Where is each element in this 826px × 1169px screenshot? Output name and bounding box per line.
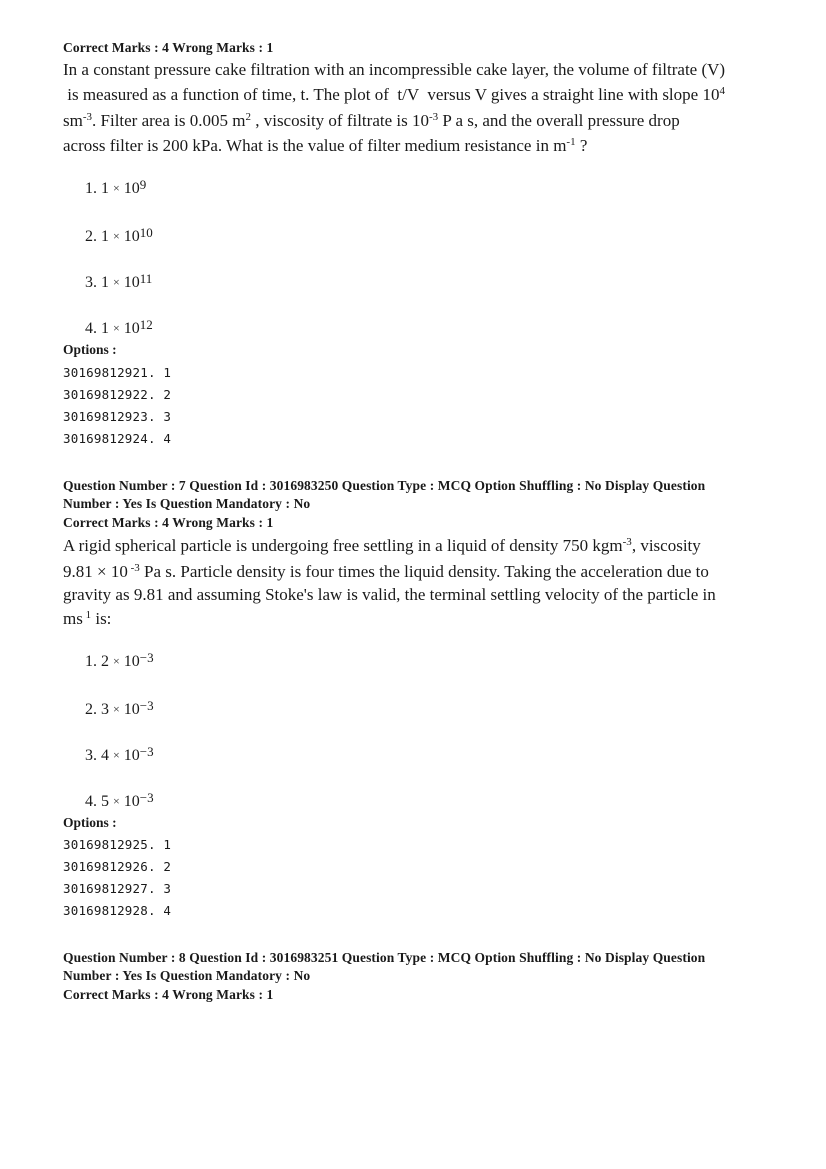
q6-text-line-1: In a constant pressure cake filtration with an incompressible cake layer, the volume of filtrate (V) (63, 60, 726, 79)
q7-option-2: 30169812926. 2 (63, 859, 172, 874)
q6-text-line-4: across filter is 200 kPa. What is the value of filter medium resistance in $m^{-1}$ ? (63, 136, 588, 155)
q6-option-4: 30169812924. 4 (63, 431, 172, 446)
q6-choice-1: 1. $1 \times 10^9$ (85, 177, 147, 197)
q6-option-1: 30169812921. 1 (63, 365, 172, 380)
q7-header-line-2: Number : Yes Is Question Mandatory : No (63, 496, 311, 511)
q6-choice-4: 4. $1 \times 10^{12}$ (85, 317, 153, 337)
q8-header-line-1: Question Number : 8 Question Id : 3016983251 Question Type : MCQ Option Shuffling : No Display Question (63, 950, 706, 965)
q8-marks: Correct Marks : 4 Wrong Marks : 1 (63, 987, 274, 1002)
q6-option-3: 30169812923. 3 (63, 409, 172, 424)
q7-option-3: 30169812927. 3 (63, 881, 172, 896)
q7-choice-3: 3. $4 \times 10^{-3}$ (85, 744, 154, 764)
q6-options-label: Options : (63, 342, 117, 357)
q7-text-line-3: gravity as 9.81 and assuming Stoke's law is valid, the terminal settling velocity of the particle in (63, 585, 716, 604)
q7-header-line-1: Question Number : 7 Question Id : 3016983250 Question Type : MCQ Option Shuffling : No Display Question (63, 478, 706, 493)
q6-option-2: 30169812922. 2 (63, 387, 172, 402)
q6-choice-3: 3. $1 \times 10^{11}$ (85, 271, 153, 291)
q6-choice-2: 2. $1 \times 10^{10}$ (85, 225, 153, 245)
q6-text-line-3: $sm^{-3}$. Filter area is 0.005 $m^2$ , viscosity of filtrate is $10^{-3}$ P a s, and the overall pressure drop (63, 111, 680, 130)
q7-option-4: 30169812928. 4 (63, 903, 172, 918)
q6-text-line-2: is measured as a function of time, t. The plot of t/V versus V gives a straight line with slope $10^4$ (63, 85, 725, 104)
q7-choice-1: 1. $2 \times 10^{-3}$ (85, 650, 154, 670)
q7-option-1: 30169812925. 1 (63, 837, 172, 852)
q7-choice-4: 4. $5 \times 10^{-3}$ (85, 790, 154, 810)
q7-choice-2: 2. $3 \times 10^{-3}$ (85, 698, 154, 718)
q7-text-line-1: A rigid spherical particle is undergoing free settling in a liquid of density 750 kgm$^{-3}$, viscosity (63, 536, 701, 555)
q7-text-line-4: ms $^1$ is: (63, 609, 112, 628)
q7-options-label: Options : (63, 815, 117, 830)
q7-marks: Correct Marks : 4 Wrong Marks : 1 (63, 515, 274, 530)
q8-header-line-2: Number : Yes Is Question Mandatory : No (63, 968, 311, 983)
q6-marks: Correct Marks : 4 Wrong Marks : 1 (63, 40, 274, 55)
q7-text-line-2: 9.81 × 10 $^{-3}$ Pa s. Particle density is four times the liquid density. Taking the acceleration due to (63, 562, 709, 581)
